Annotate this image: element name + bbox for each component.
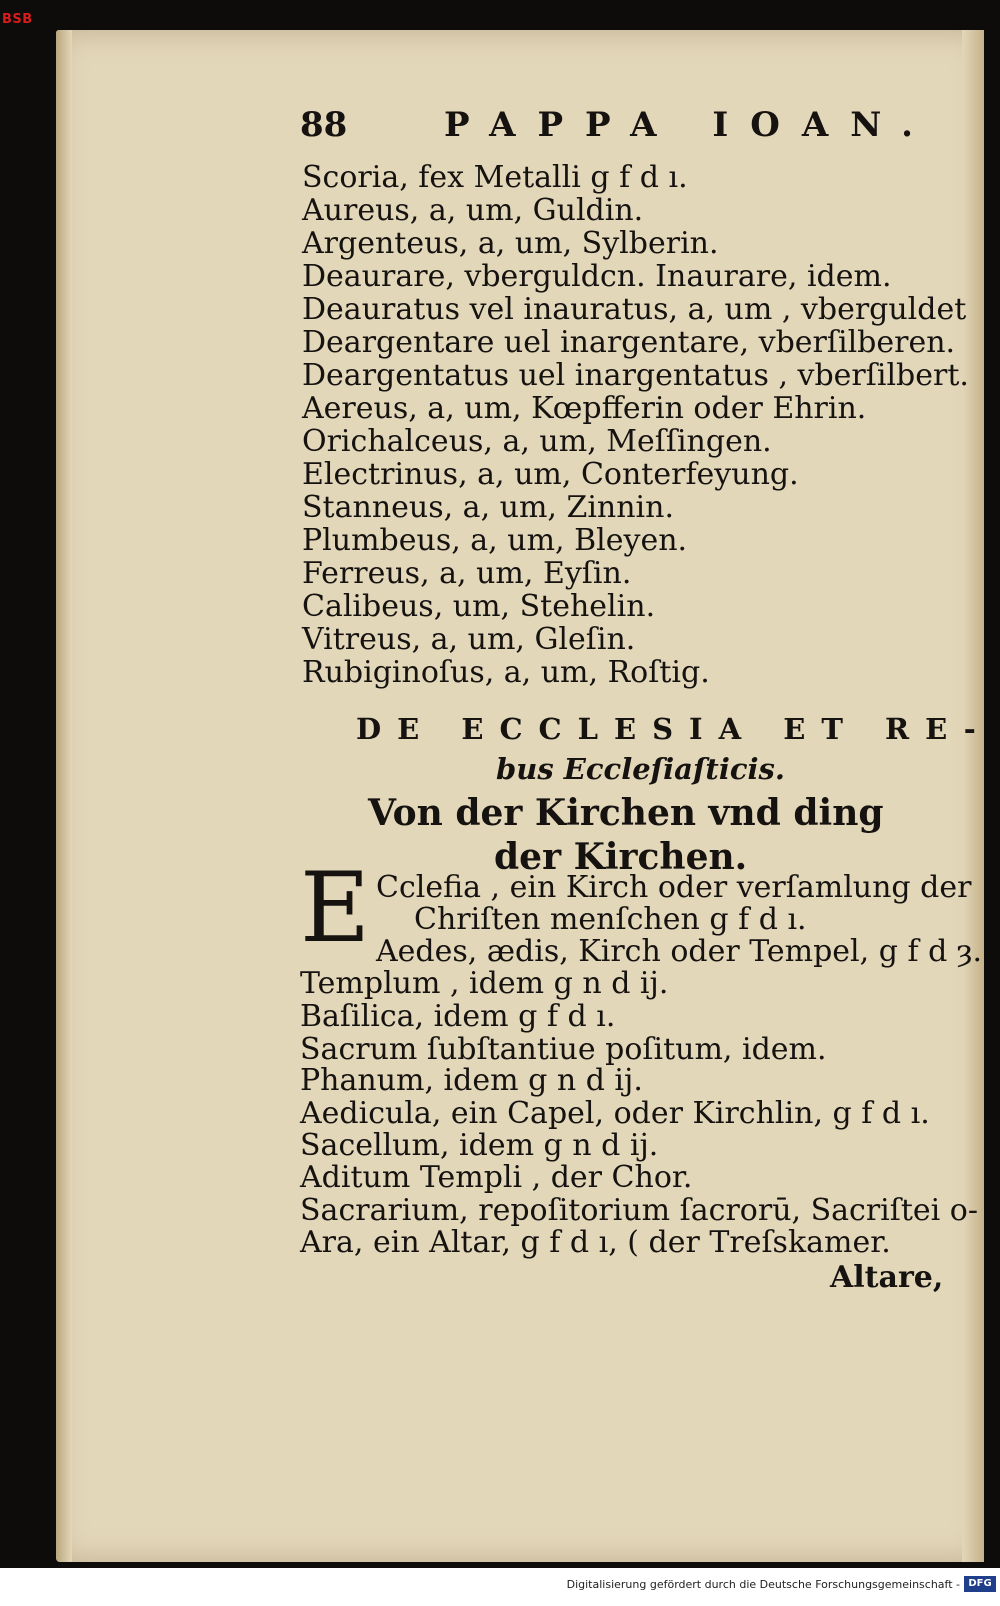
entry-line: Orichalceus, a, um, Meſſingen. [302,424,772,459]
entry-line: Aedes, ædis, Kirch oder Tempel, g f d ȝ. [376,934,983,969]
section-subtitle-german: der Kirchen. [494,836,748,878]
entry-line: Ara, ein Altar, g f d ı, ( der Treſskamer. [300,1225,891,1260]
entry-line: Argenteus, a, um, Sylberin. [302,226,719,261]
entry-line: Rubiginoſus, a, um, Roſtig. [302,655,710,690]
library-mark: BSB [2,12,33,27]
entry-line: Deauratus vel inauratus, a, um , vberguldet [302,292,967,327]
section-title-latin: DE ECCLESIA ET RE- [356,712,992,746]
entry-line: Baſilica, idem g f d ı. [300,999,616,1034]
catchword: Altare, [830,1260,944,1295]
entry-line: Chriſten menſchen g f d ı. [414,902,807,937]
page-number: 88 [300,105,348,145]
entry-line: Phanum, idem g n d ij. [300,1063,643,1098]
entry-line: Aditum Templi , der Chor. [300,1160,693,1195]
entry-line: Aedicula, ein Capel, oder Kirchlin, g f d ı. [300,1096,930,1131]
page-gutter-shadow [56,30,72,1562]
entry-line: Sacrarium, repoſitorium ſacrorū, Sacriſtei o- [300,1193,979,1228]
entry-line: Deargentatus uel inargentatus , vberſilbert. [302,358,969,393]
entry-line: Scoria, fex Metalli g f d ı. [302,160,688,195]
section-subtitle-latin: bus Eccleſiaſticis. [496,752,785,786]
entry-line: Plumbeus, a, um, Bleyen. [302,523,688,558]
entry-line: Vitreus, a, um, Gleſin. [302,622,636,657]
entry-line: Electrinus, a, um, Conterfeyung. [302,457,799,492]
entry-line: Aereus, a, um, Kœpfferin oder Ehrin. [302,391,867,426]
entry-line: Stanneus, a, um, Zinnin. [302,490,675,525]
dfg-logo-icon: DFG [964,1576,996,1592]
drop-cap: E [300,852,371,964]
entry-line: Sacrum ſubſtantiue poſitum, idem. [300,1032,827,1067]
footer-bar [0,1568,1000,1606]
entry-line: Templum , idem g n d ij. [300,966,669,1001]
entry-line: Aureus, a, um, Guldin. [302,193,644,228]
funding-credit: Digitalisierung gefördert durch die Deutsche Forschungsgemeinschaft - [566,1578,960,1591]
entry-line: Deaurare, vberguldcn. Inaurare, idem. [302,259,892,294]
entry-line: Cclefia , ein Kirch oder verſamlung der [376,870,972,905]
running-title: PAPPA IOAN. [444,105,935,145]
page-fore-edge [962,30,984,1562]
entry-line: Calibeus, um, Stehelin. [302,589,656,624]
entry-line: Deargentare uel inargentare, vberſilberen. [302,325,956,360]
entry-line: Ferreus, a, um, Eyſin. [302,556,632,591]
entry-line: Sacellum, idem g n d ij. [300,1128,659,1163]
section-title-german: Von der Kirchen vnd ding [368,792,884,834]
